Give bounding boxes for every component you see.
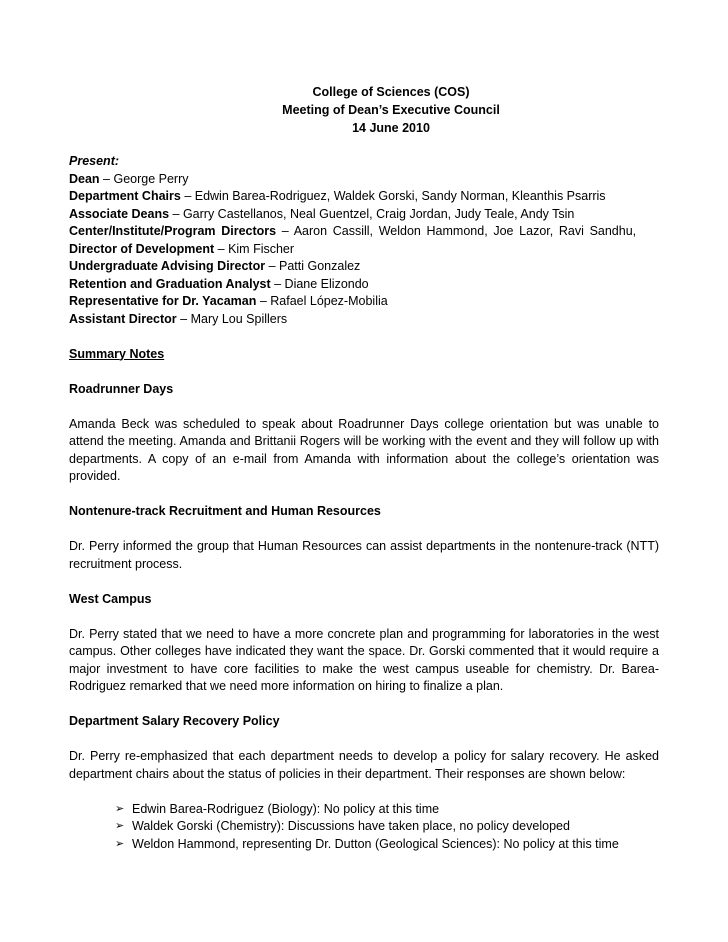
section-heading: West Campus (69, 591, 152, 606)
arrow-bullet-icon: ➢ (115, 802, 125, 815)
attendee-row (69, 188, 659, 206)
attendee-names: – Edwin Barea-Rodriguez, Waldek Gorski, Sandy Norman, Kleanthis Psarris (180, 189, 606, 203)
meeting-date: 14 June 2010 (352, 121, 430, 135)
list-item-text: Waldek Gorski (Chemistry): Discussions have taken place, no policy developed (132, 819, 570, 833)
attendee-names: – Aaron Cassill, Weldon Hammond, Joe Lazor, Ravi Sandhu, (276, 224, 637, 238)
attendee-row (69, 206, 659, 224)
attendee-row (69, 258, 659, 276)
attendee-role: Assistant Director (69, 311, 177, 326)
section-heading: Nontenure-track Recruitment and Human Resources (69, 504, 381, 518)
attendee-names: – Diane Elizondo (270, 276, 369, 291)
list-item (115, 801, 659, 819)
college-name: College of Sciences (COS) (312, 85, 470, 99)
attendee-row (69, 171, 659, 189)
section-heading: Department Salary Recovery Policy (69, 714, 280, 728)
present-label: Present: (69, 154, 120, 168)
attendee-names: – Mary Lou Spillers (176, 311, 288, 326)
attendee-list (69, 171, 659, 329)
attendee-names: – George Perry (99, 171, 189, 186)
attendee-row (69, 223, 659, 241)
list-item (115, 836, 659, 854)
attendee-role: Representative for Dr. Yacaman (69, 294, 257, 308)
document-header (0, 83, 728, 137)
attendee-role: Department Chairs (69, 189, 181, 203)
salary-policy-responses (69, 801, 659, 854)
attendee-names: – Rafael López-Mobilia (256, 294, 388, 308)
summary-notes-heading: Summary Notes (69, 346, 165, 361)
attendee-role: Associate Deans (69, 206, 170, 221)
attendee-role: Retention and Graduation Analyst (69, 276, 271, 291)
section-paragraph: Dr. Perry informed the group that Human Resources can assist departments in the nontenure-track (NTT) recruitment process. (69, 539, 659, 571)
section-heading: Roadrunner Days (69, 381, 174, 396)
attendee-role: Center/Institute/Program Directors (69, 224, 277, 238)
arrow-bullet-icon: ➢ (115, 837, 125, 850)
attendee-row (69, 276, 659, 294)
document-body (69, 153, 659, 853)
attendee-role: Undergraduate Advising Director (69, 259, 266, 273)
list-item-text: Weldon Hammond, representing Dr. Dutton (Geological Sciences): No policy at this time (132, 836, 619, 851)
attendee-names: – Patti Gonzalez (265, 259, 361, 273)
attendee-row (69, 241, 659, 259)
section-paragraph: Amanda Beck was scheduled to speak about Roadrunner Days college orientation but was unable to attend the meeting. Amanda and Brittanii Rogers will be working with the event and they will follow up with departments. A copy of an e-mail from Amanda with information about the college’s orientation was provided. (69, 416, 659, 483)
list-item (115, 818, 659, 836)
attendee-role: Dean (69, 171, 100, 186)
arrow-bullet-icon: ➢ (115, 820, 125, 832)
attendee-role: Director of Development (69, 241, 215, 256)
attendee-names: – Garry Castellanos, Neal Guentzel, Craig Jordan, Judy Teale, Andy Tsin (169, 206, 575, 221)
list-item-text: Edwin Barea-Rodriguez (Biology): No policy at this time (132, 801, 440, 816)
meeting-title: Meeting of Dean’s Executive Council (282, 103, 500, 117)
section-paragraph: Dr. Perry re-emphasized that each department needs to develop a policy for salary recovery. He asked department chairs about the status of policies in their department. Their responses are shown below: (69, 749, 659, 781)
attendee-row (69, 311, 659, 329)
attendee-row (69, 293, 659, 311)
section-paragraph: Dr. Perry stated that we need to have a more concrete plan and programming for laboratories in the west campus. Other colleges have indicated they want the space. Dr. Gorski commented that it would require a major investment to have core facilities to make the west campus useable for chemistry. Dr. Barea-Rodriguez remarked that we need more information on hiring to finalize a plan. (69, 626, 659, 693)
attendee-names: – Kim Fischer (214, 241, 295, 256)
